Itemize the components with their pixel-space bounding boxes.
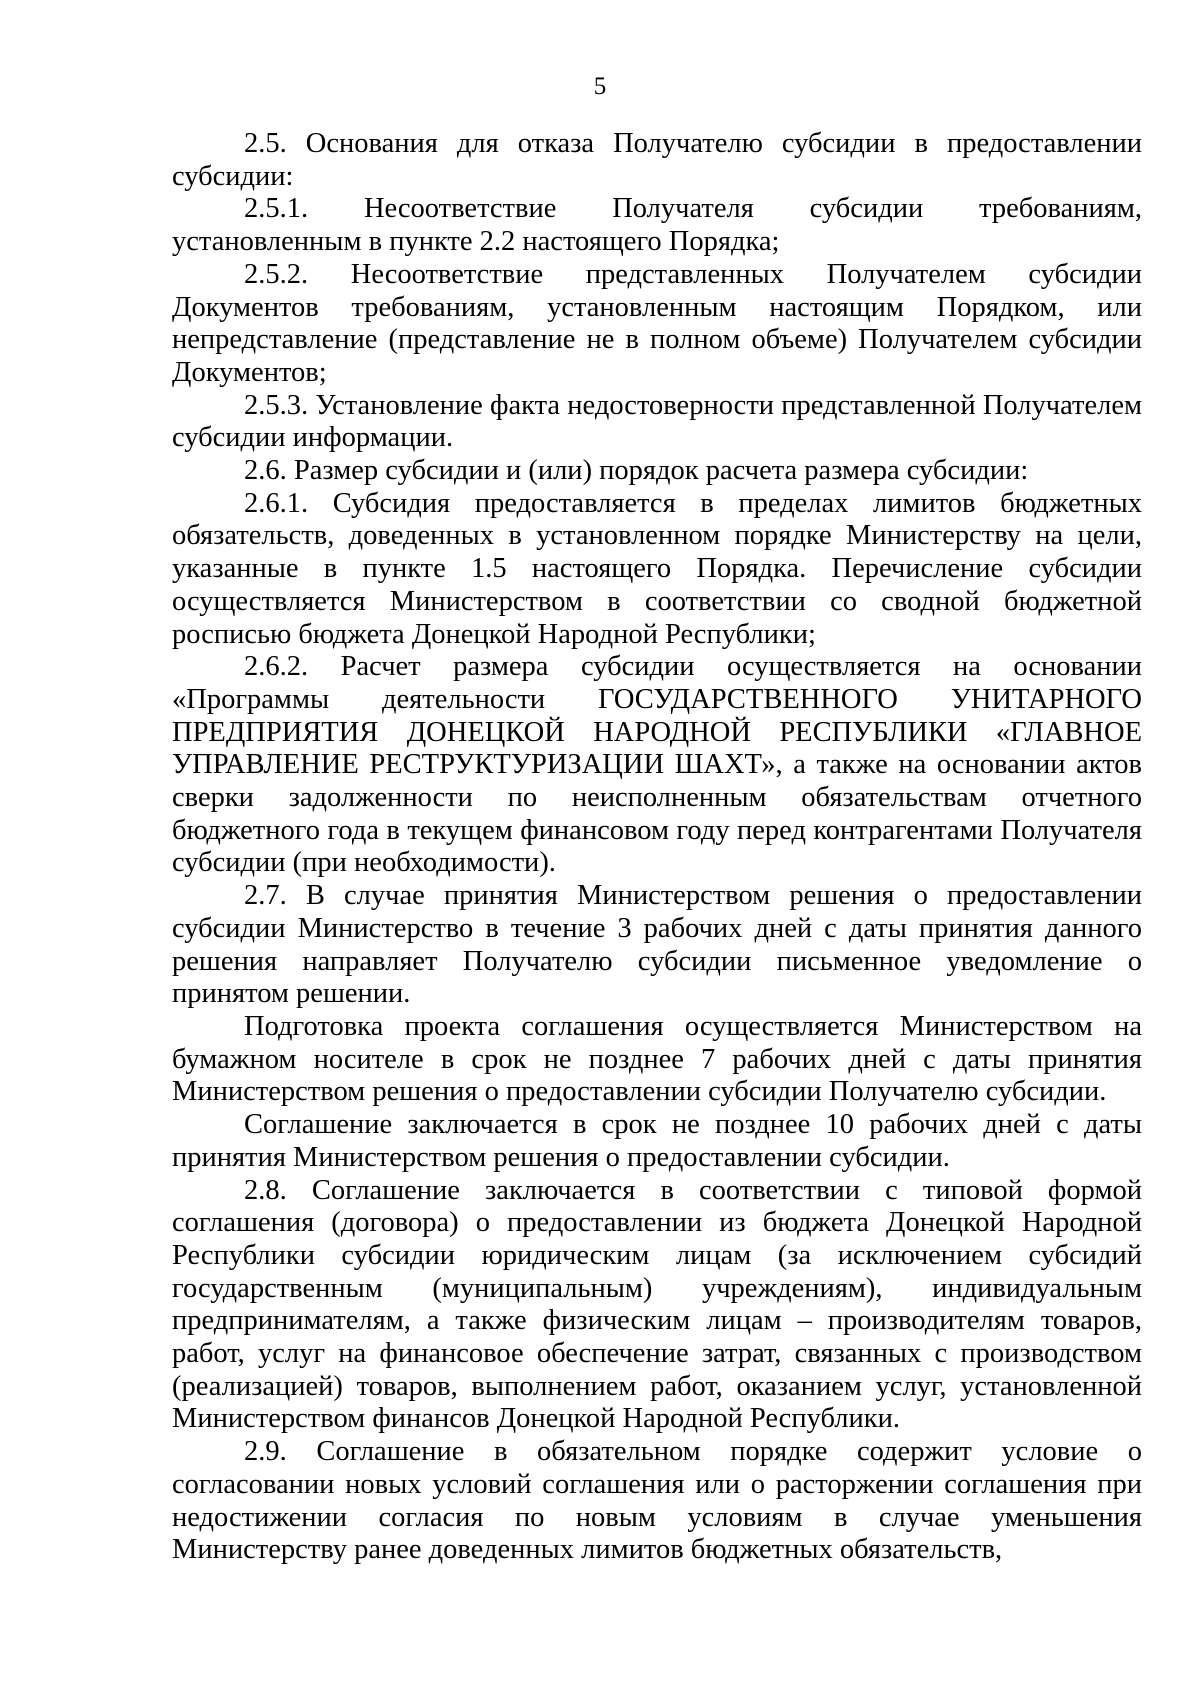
paragraph-2-5-1: 2.5.1. Несоответствие Получателя субсидии требованиям, установленным в пункте 2.2 настоящего Порядка; (172, 193, 1142, 258)
paragraph-2-6-1: 2.6.1. Субсидия предоставляется в пределах лимитов бюджетных обязательств, доведенных в установленном порядке Министерству на цели, указанные в пункте 1.5 настоящего Порядка. Перечисление субсидии осуществляется Министерством в соответствии со сводной бюджетной росписью бюджета Донецкой Народной Республики; (172, 487, 1142, 650)
paragraph-2-6-2: 2.6.2. Расчет размера субсидии осуществляется на основании «Программы деятельности ГОСУДАРСТВЕННОГО УНИТАРНОГО ПРЕДПРИЯТИЯ ДОНЕЦКОЙ НАРОДНОЙ РЕСПУБЛИКИ «ГЛАВНОЕ УПРАВЛЕНИЕ РЕСТРУКТУРИЗАЦИИ ШАХТ», а также на основании актов сверки задолженности по неисполненным обязательствам отчетного бюджетного года в текущем финансовом году перед контрагентами Получателя субсидии (при необходимости). (172, 651, 1142, 879)
paragraph-2-8: 2.8. Соглашение заключается в соответствии с типовой формой соглашения (договора) о предоставлении из бюджета Донецкой Народной Республики субсидии юридическим лицам (за исключением субсидий государственным (муниципальным) учреждениям), индивидуальным предпринимателям, а также физическим лицам – производителям товаров, работ, услуг на финансовое обеспечение затрат, связанных с производством (реализацией) товаров, выполнением работ, оказанием услуг, установленной Министерством финансов Донецкой Народной Республики. (172, 1174, 1142, 1435)
paragraph-2-5-3: 2.5.3. Установление факта недостоверности представленной Получателем субсидии информации. (172, 389, 1142, 454)
paragraph-2-5: 2.5. Основания для отказа Получателю субсидии в предоставлении субсидии: (172, 128, 1142, 192)
paragraph-draft-preparation: Подготовка проекта соглашения осуществляется Министерством на бумажном носителе в срок не позднее 7 рабочих дней с даты принятия Министерством решения о предоставлении субсидии Получателю субсидии. (172, 1010, 1142, 1108)
document-body (172, 128, 1142, 1567)
paragraph-2-5-2: 2.5.2. Несоответствие представленных Получателем субсидии Документов требованиям, установленным настоящим Порядком, или непредставление (представление не в полном объеме) Получателем субсидии Документов; (172, 258, 1142, 388)
paragraph-2-9: 2.9. Соглашение в обязательном порядке содержит условие о согласовании новых условий соглашения или о расторжении соглашения при недостижении согласия по новым условиям в случае уменьшения Министерству ранее доведенных лимитов бюджетных обязательств, (172, 1436, 1142, 1566)
page-number: 5 (593, 73, 607, 100)
paragraph-agreement-term: Соглашение заключается в срок не позднее 10 рабочих дней с даты принятия Министерством решения о предоставлении субсидии. (172, 1109, 1142, 1173)
paragraph-2-7: 2.7. В случае принятия Министерством решения о предоставлении субсидии Министерство в течение 3 рабочих дней с даты принятия данного решения направляет Получателю субсидии письменное уведомление о принятом решении. (172, 880, 1142, 1010)
paragraph-2-6: 2.6. Размер субсидии и (или) порядок расчета размера субсидии: (244, 455, 1029, 487)
